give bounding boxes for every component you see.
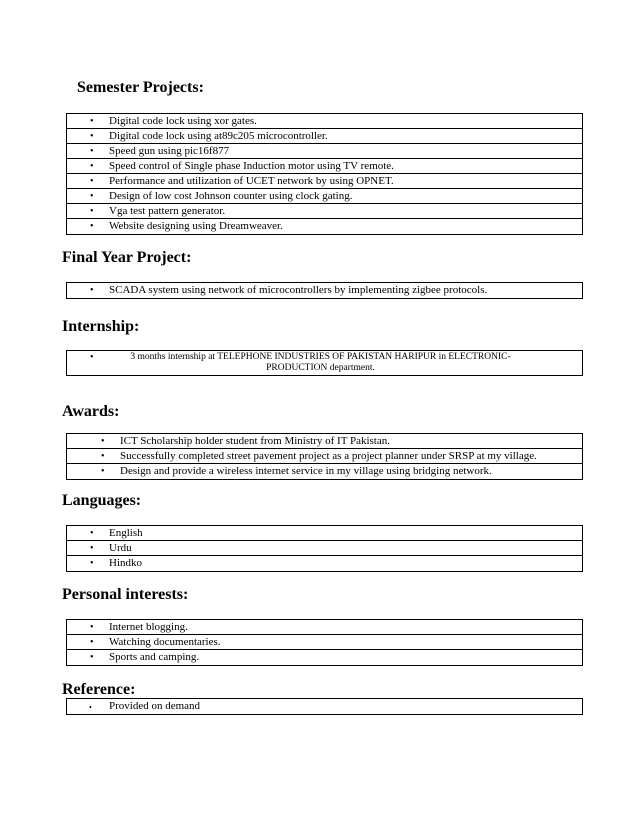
list-item: • Urdu — [67, 541, 582, 556]
bullet-icon: • — [90, 352, 94, 363]
internship-list — [66, 350, 583, 376]
semester-projects-heading: Semester Projects: — [77, 79, 204, 96]
personal-interests-heading: Personal interests: — [62, 586, 189, 603]
list-item: • English — [67, 526, 582, 541]
internship-heading: Internship: — [62, 318, 140, 335]
list-item: • Performance and utilization of UCET network by using OPNET. — [67, 174, 582, 189]
list-item: • Speed gun using pic16f877 — [67, 144, 582, 159]
list-item: • Digital code lock using at89c205 microcontroller. — [67, 129, 582, 144]
bullet-icon: • — [90, 285, 94, 296]
bullet-icon: • — [101, 451, 105, 462]
list-item: • Watching documentaries. — [67, 635, 582, 650]
bullet-icon: • — [101, 466, 105, 477]
list-item: • Sports and camping. — [90, 651, 200, 663]
list-item: • Design of low cost Johnson counter using clock gating. — [67, 189, 582, 204]
list-item: • Website designing using Dreamweaver. — [90, 220, 283, 232]
bullet-icon: • — [90, 116, 94, 127]
bullet-icon: • — [90, 543, 94, 554]
list-item: • Provided on demand — [89, 700, 201, 712]
list-item: • Digital code lock using xor gates. — [67, 114, 582, 129]
personal-interests-list — [66, 619, 583, 666]
final-year-project-list — [66, 282, 583, 299]
list-item: • Vga test pattern generator. — [67, 204, 582, 219]
list-item: • Design and provide a wireless internet service in my village using bridging network. — [101, 465, 492, 477]
awards-heading: Awards: — [62, 403, 120, 420]
awards-list — [66, 433, 583, 480]
list-item: • ICT Scholarship holder student from Ministry of IT Pakistan. — [67, 434, 582, 449]
list-item: • Internet blogging. — [67, 620, 582, 635]
bullet-icon: • — [90, 558, 94, 569]
reference-heading: Reference: — [62, 681, 136, 698]
bullet-icon: • — [90, 652, 94, 663]
bullet-icon: • — [90, 191, 94, 202]
bullet-icon: • — [90, 528, 94, 539]
reference-list — [66, 698, 583, 715]
bullet-icon: • — [89, 703, 92, 712]
list-item: • Hindko — [90, 557, 142, 569]
bullet-icon: • — [90, 622, 94, 633]
list-item: • 3 months internship at TELEPHONE INDUSTRIES OF PAKISTAN HARIPUR in ELECTRONIC-PRODUCTION department. — [90, 352, 511, 373]
bullet-icon: • — [90, 146, 94, 157]
bullet-icon: • — [90, 221, 94, 232]
bullet-icon: • — [90, 161, 94, 172]
bullet-icon: • — [90, 637, 94, 648]
bullet-icon: • — [90, 176, 94, 187]
languages-list — [66, 525, 583, 572]
list-item: • SCADA system using network of microcontrollers by implementing zigbee protocols. — [90, 284, 488, 296]
list-item: • Speed control of Single phase Induction motor using TV remote. — [67, 159, 582, 174]
list-item: • Successfully completed street pavement project as a project planner under SRSP at my village. — [67, 449, 582, 464]
bullet-icon: • — [90, 206, 94, 217]
bullet-icon: • — [90, 131, 94, 142]
languages-heading: Languages: — [62, 492, 142, 509]
final-year-project-heading: Final Year Project: — [62, 249, 192, 266]
bullet-icon: • — [101, 436, 105, 447]
semester-projects-list — [66, 113, 583, 235]
